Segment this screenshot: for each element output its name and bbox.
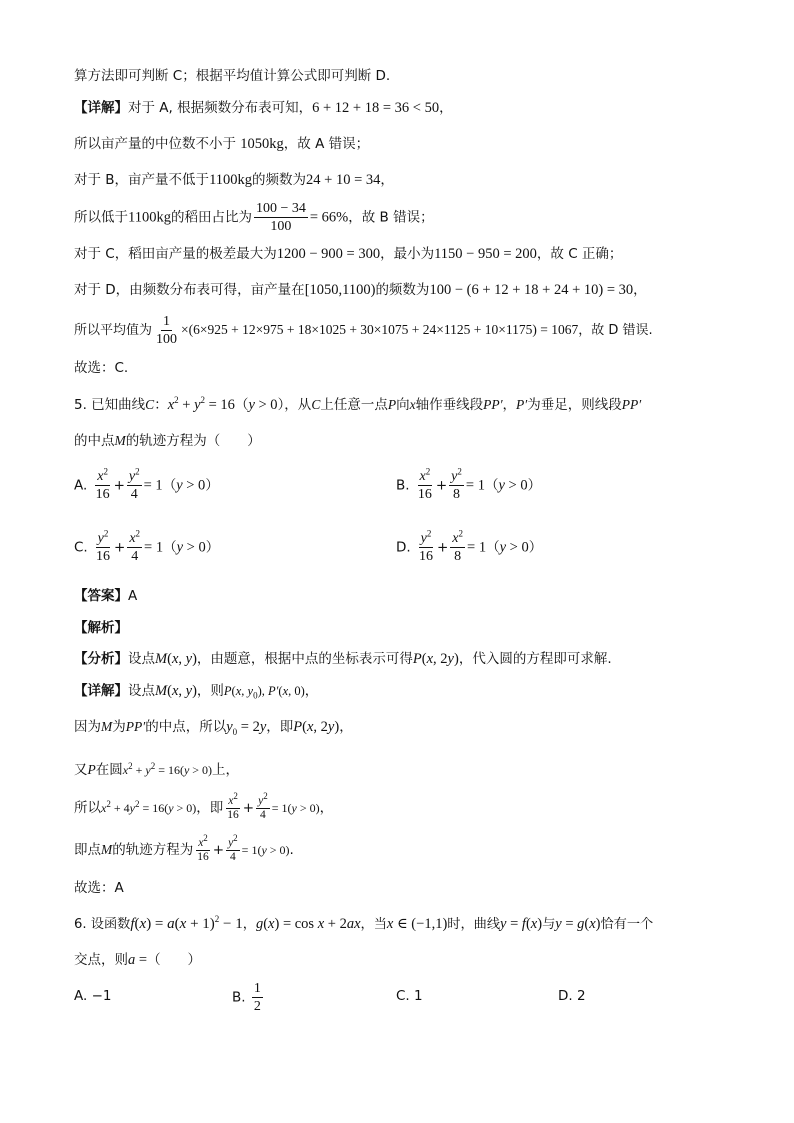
detail-tag: 【详解】 xyxy=(74,100,128,116)
answer-choice-a xyxy=(74,878,124,898)
question-5-cont: 的中点M的轨迹方程为（ ） xyxy=(74,433,261,449)
denominator: 2 xyxy=(253,999,261,1014)
text: 对于 B，亩产量不低于 xyxy=(74,172,210,188)
option-label: A. −1 xyxy=(74,988,112,1004)
text: ， xyxy=(380,172,394,188)
text: 的轨迹方程为 xyxy=(112,842,194,858)
text: 设点 xyxy=(128,683,155,699)
option-b[interactable]: B. $\frac{x^2}{16}$ + $\frac{y^2}{8}$ = 1（y > 0） xyxy=(396,466,542,502)
q6-option-b[interactable] xyxy=(232,980,265,1015)
text: ），从 xyxy=(277,397,312,413)
text: 的频数为 xyxy=(252,172,307,188)
answer xyxy=(74,586,137,606)
text: 上， xyxy=(212,762,240,778)
text: 恰有一个 xyxy=(600,917,654,932)
step-substitute: 所以$x^2 + 4y^2 = 16(y > 0)$，即 $\frac{x^2}{16}$ + $\frac{y^2}{4}$ = 1(y > 0)， xyxy=(74,790,334,821)
text: 向 xyxy=(396,397,410,413)
text: ，最小为 xyxy=(380,246,435,262)
text: ， xyxy=(633,282,647,298)
text: 的中点 xyxy=(74,433,115,449)
analysis: 【分析】设点M(x, y)，由题意，根据中点的坐标表示可得P(x, 2y)，代入圆的方程即可求解. xyxy=(74,651,612,667)
question-6-cont: 交点，则a =（ ） xyxy=(74,952,202,968)
text: 所以低于 xyxy=(74,209,128,226)
question-5: 5. 已知曲线C：$x^2 + y^2 = 16(y > 0)$，从C上任意一点P向x轴作垂线段PP′，P′为垂足，则线段PP′ xyxy=(74,395,642,413)
text: 对于 D，由频数分布表可得，亩产量在 xyxy=(74,282,305,298)
math: 1150 − 950 = 200 xyxy=(434,246,537,262)
text: ，即 xyxy=(266,719,294,735)
text: ， xyxy=(304,683,319,699)
text: （ xyxy=(234,397,249,413)
text: 又 xyxy=(74,762,88,778)
text: . xyxy=(289,842,294,858)
fraction xyxy=(154,313,179,348)
math: 100 − (6 + 12 + 18 + 24 + 10) = 30 xyxy=(429,282,634,298)
text: 故选：A xyxy=(74,880,124,896)
text: ，当 xyxy=(360,917,387,932)
option-d[interactable]: D. $\frac{y^2}{16}$ + $\frac{x^2}{8}$ = 1（y > 0） xyxy=(396,528,543,564)
option-label: C. 1 xyxy=(396,988,423,1004)
denominator: 100 xyxy=(270,219,292,234)
text: 所以平均值为 xyxy=(74,323,153,338)
text: 即点 xyxy=(74,842,101,858)
detail-b xyxy=(74,170,394,190)
text: 对于 C，稻田亩产量的极差最大为 xyxy=(74,246,277,262)
analysis-sub-tag: 【分析】 xyxy=(74,651,128,667)
math: 24 + 10 = 34 xyxy=(306,172,381,188)
text: 5. 已知曲线 xyxy=(74,397,146,413)
detail-c xyxy=(74,244,622,264)
text: ，故 D 错误. xyxy=(578,323,653,338)
text: ： xyxy=(154,397,168,413)
detail-d-mean xyxy=(74,312,653,349)
text: 上任意一点 xyxy=(320,397,388,413)
question-6: 6. 设函数$f(x) = a(x + 1)^2 - 1$，g(x) = cos x + 2ax，当x ∈ (−1,1)时，曲线y = f(x)与y = g(x)恰有一个 xyxy=(74,914,654,932)
text: 因为 xyxy=(74,719,101,735)
q6-option-d[interactable] xyxy=(558,988,586,1004)
text: ， xyxy=(319,800,334,816)
detail-d xyxy=(74,280,647,300)
text: 交点，则 xyxy=(74,952,128,968)
option-c[interactable]: C. $\frac{y^2}{16}$ + $\frac{x^2}{4}$ = 1（y > 0） xyxy=(74,528,220,564)
analysis-tag: 【解析】 xyxy=(74,620,128,636)
text: 为 xyxy=(112,719,126,735)
step-midpoint: 因为M为PP′的中点，所以$y_0 = 2y$，即P(x, 2y)， xyxy=(74,719,353,737)
math: = 66% xyxy=(309,209,349,226)
option-label: B. xyxy=(232,989,246,1006)
text: 6. 设函数 xyxy=(74,917,131,932)
text: ，故 B 错误； xyxy=(348,209,434,226)
answer-tag: 【答案】 xyxy=(74,588,128,604)
numerator: 100 − 34 xyxy=(255,201,306,216)
answer-choice-c xyxy=(74,358,128,378)
math: [1050,1100) xyxy=(304,282,376,298)
detail-tag: 【详解】 xyxy=(74,683,128,699)
text: 设点 xyxy=(128,651,155,667)
text: ，代入圆的方程即可求解. xyxy=(458,651,612,667)
text: ， xyxy=(339,719,353,735)
text: 的中点，所以 xyxy=(145,719,227,735)
text: ， xyxy=(242,917,256,932)
q6-option-a[interactable] xyxy=(74,988,111,1004)
text: 所以亩产量的中位数不小于 xyxy=(74,136,236,152)
step-on-circle: 又P在圆$x^2 + y^2 = 16(y > 0)$上， xyxy=(74,761,240,778)
text: ，则 xyxy=(196,683,224,699)
text: 的轨迹方程为（ ） xyxy=(125,433,261,449)
text: 所以 xyxy=(74,800,101,816)
analysis-tail xyxy=(74,66,390,86)
text: 在圆 xyxy=(95,762,123,778)
text: ，故 C 正确； xyxy=(536,246,623,262)
step-result: 即点M的轨迹方程为 $\frac{x^2}{16}$ + $\frac{y^2}{4}$ = 1(y > 0). xyxy=(74,832,294,863)
fraction xyxy=(254,200,308,235)
text: 为垂足，则线段 xyxy=(527,397,622,413)
text: 故选：C. xyxy=(74,360,129,376)
text: 的频数为 xyxy=(375,282,430,298)
math: 1100kg xyxy=(128,209,171,226)
detail-a xyxy=(74,98,453,118)
option-a[interactable]: A. $\frac{x^2}{16}$ + $\frac{y^2}{4}$ = 1（y > 0） xyxy=(74,466,219,502)
answer-value: A xyxy=(128,588,138,604)
option-label: B. xyxy=(396,477,410,494)
option-label: A. xyxy=(74,477,88,494)
math: ×(6×925 + 12×975 + 18×1025 + 30×1075 + 24×1125 + 10×1175) = 1067 xyxy=(181,322,579,337)
math: 1100kg xyxy=(209,172,253,188)
text: ，由题意，根据中点的坐标表示可得 xyxy=(196,651,413,667)
text: ， xyxy=(502,397,517,413)
text: 轴作垂线段 xyxy=(415,397,484,413)
math: 6 + 12 + 18 = 36 < 50 xyxy=(312,100,440,116)
q6-option-c[interactable] xyxy=(396,988,423,1004)
text: 时，曲线 xyxy=(447,917,501,932)
option-label: D. 2 xyxy=(558,988,586,1004)
denominator: 100 xyxy=(156,332,178,347)
text: （ ） xyxy=(147,952,202,968)
detail-5: 【详解】设点M(x, y)，则P(x, $y_0$), P′(x, 0)， xyxy=(74,683,319,701)
text: 的稻田占比为 xyxy=(170,209,252,226)
text: 与 xyxy=(542,917,556,932)
option-label: C. xyxy=(74,539,88,556)
analysis-header xyxy=(74,618,128,638)
numerator: 1 xyxy=(163,314,171,329)
text: ，即 xyxy=(196,800,224,816)
text: 算方法即可判断 C；根据平均值计算公式即可判断 D. xyxy=(74,68,391,84)
text: 对于 A, 根据频数分布表可知， xyxy=(128,100,313,116)
text: ，故 A 错误； xyxy=(283,136,370,152)
numerator: 1 xyxy=(253,981,261,996)
option-label: D. xyxy=(396,539,411,556)
math: 1050kg xyxy=(240,136,284,152)
detail-a-conclusion xyxy=(74,134,369,154)
text: ， xyxy=(439,100,453,116)
detail-b-ratio xyxy=(74,200,434,235)
math: 1200 − 900 = 300 xyxy=(276,246,381,262)
